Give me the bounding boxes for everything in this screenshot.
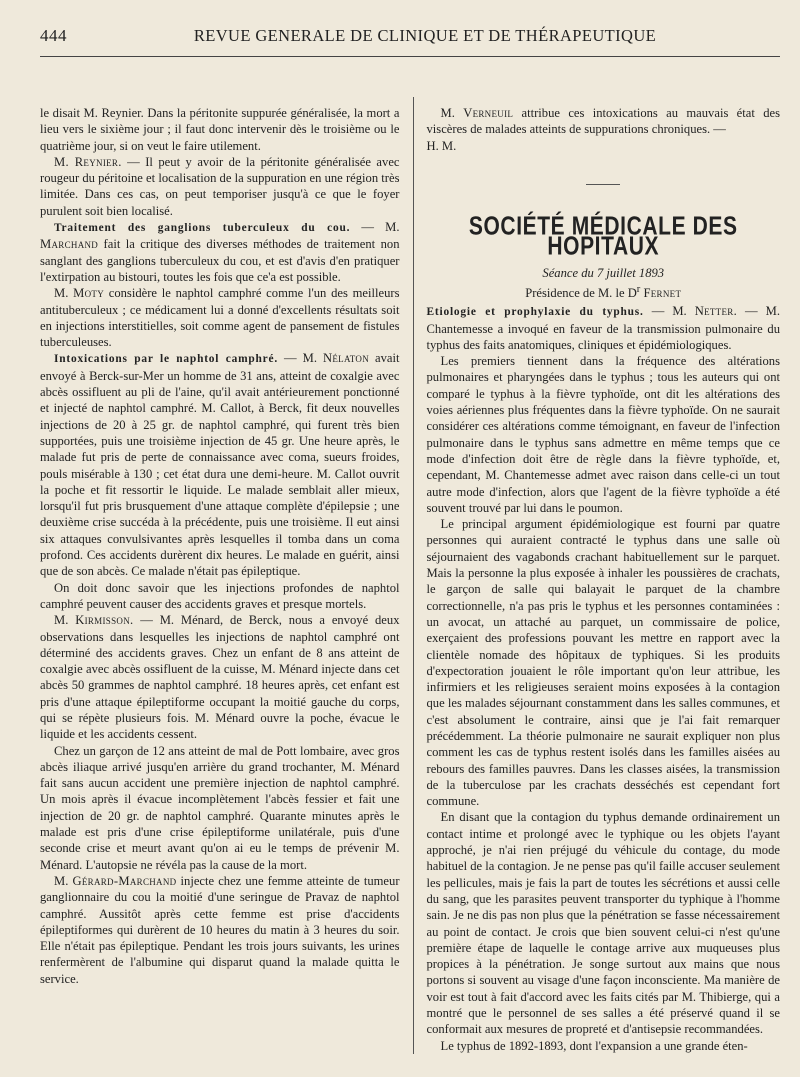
- president-name: Fernet: [643, 285, 682, 300]
- two-column-body: [40, 105, 780, 1054]
- paragraph: M. Reynier. — Il peut y avoir de la péritonite généralisée avec rougeur du péritoine et localisation de la suppuration en une région très limitée. Dans ces cas, on peut temporiser jusqu'à ce que le foyer purulent soit bien localisé.: [40, 154, 400, 218]
- paragraph: M. Moty considère le naphtol camphré comme l'un des meilleurs antituberculeux ; ce médicament lui a donné d'excellents résultats soit en injections interstitielles, soit comme agent de pansement de fistules tuberculeuses.: [40, 286, 400, 350]
- speaker-name: Marchand: [40, 237, 99, 252]
- paragraph: Traitement des ganglions tuberculeux du cou. — M. Marchand fait la critique des diverses méthodes de traitement non sanglant des ganglions tuberculeux du cou, et est d'avis d'en pratiquer l'extirpation au bistouri, toutes les fois que ce'a est possible.: [40, 220, 400, 284]
- left-column: [40, 105, 413, 1054]
- speaker-name: Netter.: [694, 304, 738, 319]
- speaker-name: Kirmisson.: [75, 613, 134, 628]
- speaker-name: Gérard-Marchand: [72, 873, 177, 888]
- section-heading: Traitement des ganglions tuberculeux du cou.: [54, 222, 351, 235]
- speaker-name: Moty: [73, 286, 104, 301]
- running-title: REVUE GENERALE DE CLINIQUE ET DE THÉRAPEUTIQUE: [193, 26, 657, 45]
- speaker-name: M. Reynier.: [54, 154, 122, 169]
- society-title: SOCIÉTÉ MÉDICALE DES HOPITAUX: [468, 211, 738, 261]
- separator-rule: [586, 184, 620, 185]
- presidency-line: Présidence de M. le $D^r$ Fernet: [525, 283, 682, 300]
- paragraph: Etiologie et prophylaxie du typhus. — M. Netter. — M. Chantemesse a invoqué en faveur de la transmission pulmonaire du typhus des faits anatomiques, cliniques et épidémiologiques.: [426, 304, 780, 352]
- paragraph: En disant que la contagion du typhus demande ordinairement un contact intime et prolongé avec le typhique ou les objets l'ayant approché, je n'ai rien préjugé du véhicule du contage, du mode habituel de la contagion. Je ne pense pas qu'il faille accuser seulement les pellicules, mais je fais la part de toutes les sécrétions et aussi celle du sang, que les parasites peuvent transporter du typhique à l'homme sain. Je ne dis pas non plus que la pénétration se fasse nécessairement au point de contact. Je crois que bien souvent celui-ci n'est qu'une première étape de laquelle le contage arrive aux muqueuses plus propices à la pénétration. Je songe surtout aux mains que nous portons si souvent au visage d'une façon inconsciente. Ma manière de voir est tout à fait d'accord avec les faits cités par M. Thibierge, qui a montré que le personnel de ses salles a été préservé quand il se conformait aux mesures de propreté et d'antisepsie recommandées.: [426, 810, 780, 1037]
- section-heading: Intoxications par le naphtol camphré.: [54, 353, 279, 366]
- signature: H. M.: [426, 138, 457, 153]
- page-header: [40, 26, 780, 57]
- paragraph: Intoxications par le naphtol camphré. — M. Nélaton avait envoyé à Berck-sur-Mer un homme de 31 ans, atteint de coxalgie avec abcès ossifluent au pli de l'aine, qu'il avait antérieurement ponctionné et injecté de naphtol camphré. M. Callot, à Berck, fit deux nouvelles injections de 20 à 25 gr. de naphtol camphré, qui furent très bien supportées, puis une troisième injection de 45 gr. Une heure après, le malade fut pris de perte de connaissance avec coma, sueurs froides, pouls misérable à 130 ; cet état dura une demi-heure. M. Callot ouvrit la poche et fit ressortir le liquide. Le malade semblait aller mieux, lorsqu'il fut pris brusquement d'une attaque complète d'épilepsie ; une deuxième crise succéda à la précédente, puis une troisième. Il eut ainsi six attaques convulsivantes après lesquelles il tomba dans un coma profond. Ces accidents durèrent dix heures. Le malade en guérit, ainsi que de son abcès. Ce malade n'était pas épileptique.: [40, 351, 400, 579]
- paragraph: Chez un garçon de 12 ans atteint de mal de Pott lombaire, avec gros abcès iliaque arrivé jusqu'en arrière du grand trochanter, M. Ménard fait sans aucun accident une première injection de naphtol camphré. Un mois après il évacue incomplètement l'abcès fessier et fait une injection de 20 gr. de naphtol camphré. Quarante minutes après le malade est pris d'une crise épileptiforme unilatérale, puis d'une seconde crise et meurt avant qu'on ai eu le temps de prévenir M. Ménard. L'autopsie ne révéla pas la cause de la mort.: [40, 743, 400, 872]
- speaker-name: Verneuil: [463, 106, 514, 120]
- session-date: Séance du 7 juillet 1893: [542, 266, 665, 281]
- section-heading: Etiologie et prophylaxie du typhus.: [426, 306, 644, 319]
- paragraph: le disait M. Reynier. Dans la péritonite suppurée généralisée, la mort a lieu vers le sixième jour ; il faut donc intervenir dès le troisième ou le quatrième jour, si on veut le faire utilement.: [40, 106, 400, 153]
- paragraph: M. Verneuil attribue ces intoxications au mauvais état des viscères de malades atteints de suppurations chroniques. —: [426, 106, 780, 137]
- paragraph: Le typhus de 1892-1893, dont l'expansion a une grande éten-: [440, 1038, 748, 1053]
- paragraph: Le principal argument épidémiologique est fourni par quatre personnes qui auraient contracté le typhus dans une salle où séjournaient des vagabonds crachant habituellement sur le parquet. Mais la personne la plus exposée à inhaler les poussières de crachats, le garçon de salle qui balayait le parquet de la chambre correctionnelle, n'a pas pris le typhus et les personnes contaminées : un avocat, un attaché au parquet, un commissaire de police, exerçaient des professions pouvant les mettre en rapport avec la clientèle nomade des hôpitaux de typhiques. Si les produits d'expectoration jouaient le rôle important qu'on leur attribue, les infirmiers et les religieuses seraient moins exposées à la contagion que les malades séjournant constamment dans les salles communes, et c'est absolument le contraire, ainsi que je l'ai fait remarquer précédemment. La théorie pulmonaire ne saurait expliquer non plus comment les cas de typhus restent isolés dans les familles aisées au rebours des familles pauvres. Dans les classes aisées, la transmission de la tuberculose par les crachats desséchés est cependant fort commune.: [426, 517, 780, 809]
- page-number: 444: [40, 26, 67, 45]
- paragraph: M. Kirmisson. — M. Ménard, de Berck, nous a envoyé deux observations dans lesquelles les injections de naphtol camphré ont déterminé des accidents graves. Chez un enfant de 8 ans atteint de coxalgie avec abcès ossifluent de la cuisse, M. Ménard injecte dans cet abcès 50 grammes de naphtol camphré. 18 heures après, cet enfant est pris d'une attaque épileptiforme occupant la moitié gauche du corps, qui se répète plusieurs fois. M. Ménard ouvre la poche, évacue le liquide et les accidents cessent.: [40, 613, 400, 742]
- paragraph: M. Gérard-Marchand injecte chez une femme atteinte de tumeur ganglionnaire du cou la moitié d'une seringue de Pravaz de naphtol camphré. Aussitôt après cette femme est prise d'accidents épileptiformes qui durèrent de 10 heures du matin à 3 heures du soir. Elle n'était pas épileptique. Pendant les trois jours suivants, les urines renfermèrent de l'albumine qui disparut quand la malade quitta le service.: [40, 873, 400, 986]
- paragraph: Les premiers tiennent dans la fréquence des altérations pulmonaires et pharyngées dans le typhus ; tous les auteurs qui ont comparé le typhus à la fièvre typhoïde, ont dit les altérations des voies aériennes plus fréquentes dans la fièvre typhoïde. On ne saurait considérer ces altérations comme témoignant, en faveur de l'infection pulmonaire dans le typhus sans admettre en même temps que ce mode d'infection doit être de règle dans la fièvre typhoïde, et, cependant, M. Chantemesse admet avec raison dans celle-ci un tout autre mode d'infection, alors que l'agent de la fièvre typhoïde a été souvent trouvé par lui dans le poumon.: [426, 354, 780, 515]
- paragraph: On doit donc savoir que les injections profondes de naphtol camphré peuvent causer des accidents graves et presque mortels.: [40, 580, 400, 611]
- right-column: [414, 105, 781, 1054]
- speaker-name: Nélaton: [322, 351, 370, 366]
